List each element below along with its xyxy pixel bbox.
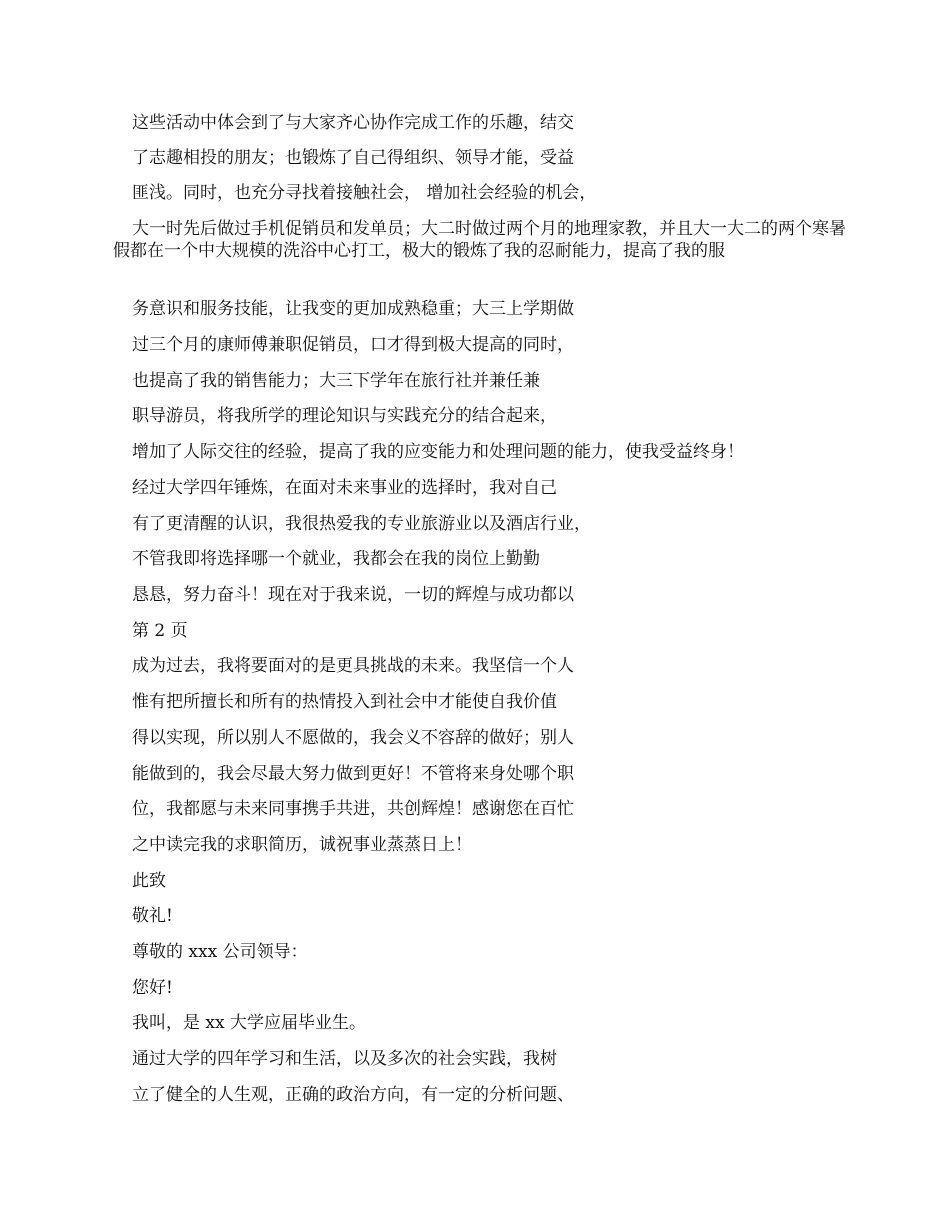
text-line: 成为过去，我将要面对的是更具挑战的未来。我坚信一个人 bbox=[132, 656, 574, 676]
text-line: 惟有把所擅长和所有的热情投入到社会中才能使自我价值 bbox=[132, 692, 557, 712]
salutation-line: 尊敬的 xxx 公司领导： bbox=[132, 942, 308, 962]
text-line: 得以实现，所以别人不愿做的，我会义不容辞的做好；别人 bbox=[132, 728, 574, 748]
text-line: 职导游员，将我所学的理论知识与实践充分的结合起来， bbox=[132, 406, 557, 426]
closing-line: 敬礼! bbox=[132, 906, 173, 926]
text-line: 经过大学四年锤炼，在面对未来事业的选择时，我对自己 bbox=[132, 478, 557, 498]
text-line: 不管我即将选择哪一个就业，我都会在我的岗位上勤勤 bbox=[132, 549, 540, 569]
closing-line: 此致 bbox=[132, 871, 166, 891]
text-line: 位，我都愿与未来同事携手共进，共创辉煌！感谢您在百忙 bbox=[132, 799, 574, 819]
text-paragraph: 大一时先后做过手机促销员和发单员；大二时做过两个月的地理家教，并且大一大二的两个寒暑假都在一个中大规模的洗浴中心打工，极大的锻炼了我的忍耐能力，提高了我的服 bbox=[113, 219, 846, 261]
text-line: 有了更清醒的认识，我很热爱我的专业旅游业以及酒店行业， bbox=[132, 514, 591, 534]
text-line: 过三个月的康师傅兼职促销员，口才得到极大提高的同时， bbox=[132, 335, 574, 355]
text-line: 之中读完我的求职简历，诚祝事业蒸蒸日上！ bbox=[132, 835, 472, 855]
greeting-line: 您好! bbox=[132, 978, 173, 998]
text-line: 我叫，是 xx 大学应届毕业生。 bbox=[132, 1013, 366, 1033]
page-number: 第 2 页 bbox=[132, 621, 188, 641]
text-line: 这些活动中体会到了与大家齐心协作完成工作的乐趣，结交 bbox=[132, 113, 574, 133]
text-line: 能做到的，我会尽最大努力做到更好！不管将来身处哪个职 bbox=[132, 764, 574, 784]
text-line: 了志趣相投的朋友；也锻炼了自己得组织、领导才能，受益 bbox=[132, 148, 574, 168]
text-line: 通过大学的四年学习和生活，以及多次的社会实践，我树 bbox=[132, 1049, 557, 1069]
text-line: 也提高了我的销售能力；大三下学年在旅行社并兼任兼 bbox=[132, 371, 540, 391]
text-line: 恳恳，努力奋斗！现在对于我来说，一切的辉煌与成功都以 bbox=[132, 585, 574, 605]
text-line: 立了健全的人生观，正确的政治方向，有一定的分析问题、 bbox=[132, 1085, 574, 1105]
text-line: 匪浅。同时，也充分寻找着接触社会， 增加社会经验的机会， bbox=[132, 183, 597, 203]
text-line: 务意识和服务技能，让我变的更加成熟稳重；大三上学期做 bbox=[132, 299, 574, 319]
text-line: 增加了人际交往的经验，提高了我的应变能力和处理问题的能力，使我受益终身！ bbox=[132, 442, 744, 462]
